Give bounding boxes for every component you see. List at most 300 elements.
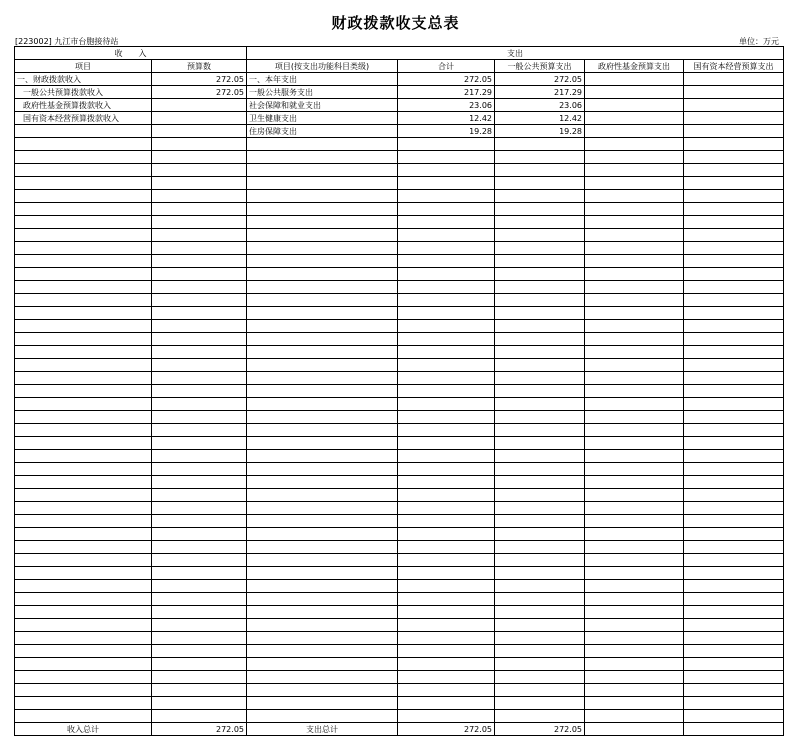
expense-total-cell [398,164,495,177]
expense-state-capital-cell [684,645,784,658]
col-header-total: 合计 [398,60,495,73]
expense-total-cell [398,632,495,645]
table-row [15,268,784,281]
expense-state-capital-cell [684,515,784,528]
expense-general-cell [495,307,585,320]
income-amount-cell [152,684,247,697]
expense-state-capital-cell [684,99,784,112]
expense-gov-fund-cell [585,593,684,606]
expense-item-cell [247,203,398,216]
expense-item-cell [247,437,398,450]
expense-total-cell [398,151,495,164]
expense-state-capital-cell [684,190,784,203]
expense-total-cell [398,229,495,242]
totals-row [15,723,784,736]
income-item-cell [15,398,152,411]
expense-gov-fund-cell [585,372,684,385]
expense-gov-fund-cell [585,411,684,424]
table-row [15,359,784,372]
table-row [15,437,784,450]
header-group-row [15,47,784,60]
expense-gov-fund-cell [585,281,684,294]
expense-total-cell [398,398,495,411]
expense-item-cell [247,268,398,281]
expense-item-cell [247,450,398,463]
expense-gov-fund-cell [585,632,684,645]
income-amount-cell [152,268,247,281]
expense-general-cell [495,398,585,411]
expense-item-cell [247,281,398,294]
expense-total-cell [398,567,495,580]
expense-gov-fund-cell [585,580,684,593]
expense-general-cell [495,476,585,489]
expense-item-cell [247,177,398,190]
income-item-cell [15,372,152,385]
income-amount-cell [152,515,247,528]
expense-gov-fund-cell [585,385,684,398]
table-row [15,86,784,99]
expense-state-capital-cell [684,697,784,710]
expense-general-cell [495,333,585,346]
expense-total-cell [398,593,495,606]
header-column-row [15,60,784,73]
expense-total-cell [398,684,495,697]
expense-total-cell [398,515,495,528]
expense-total-cell [398,411,495,424]
table-row [15,632,784,645]
expense-item-cell [247,710,398,723]
expense-gov-fund-cell [585,554,684,567]
expense-gov-fund-cell [585,645,684,658]
income-item-cell: 政府性基金预算拨款收入 [15,99,152,112]
expense-total-cell [398,671,495,684]
expense-total-cell: 272.05 [398,73,495,86]
expense-item-cell [247,463,398,476]
expense-general-cell [495,671,585,684]
expense-gov-fund-cell [585,99,684,112]
expense-total-cell [398,320,495,333]
income-item-cell [15,411,152,424]
income-item-cell [15,138,152,151]
expense-gov-fund-cell [585,190,684,203]
expense-item-cell [247,216,398,229]
table-row [15,385,784,398]
income-amount-cell [152,164,247,177]
expense-total-cell [398,359,495,372]
expense-state-capital-cell [684,268,784,281]
income-amount-cell [152,671,247,684]
expense-item-cell: 住房保障支出 [247,125,398,138]
expense-state-capital-cell [684,567,784,580]
expense-item-cell [247,619,398,632]
expense-gov-fund-cell [585,138,684,151]
table-row [15,424,784,437]
income-amount-cell [152,645,247,658]
expense-general-cell: 12.42 [495,112,585,125]
expense-total-cell [398,658,495,671]
expense-gov-fund-cell [585,476,684,489]
income-item-cell [15,216,152,229]
expense-gov-fund-cell [585,112,684,125]
expense-state-capital-cell [684,502,784,515]
table-row [15,99,784,112]
table-row [15,177,784,190]
expense-state-capital-cell [684,450,784,463]
table-row [15,138,784,151]
expense-item-cell [247,294,398,307]
expense-general-cell [495,580,585,593]
table-row [15,697,784,710]
income-item-cell [15,671,152,684]
expense-total-cell: 19.28 [398,125,495,138]
expense-item-cell [247,645,398,658]
table-row [15,164,784,177]
expense-item-cell: 一、本年支出 [247,73,398,86]
income-amount-cell [152,177,247,190]
income-item-cell [15,684,152,697]
col-header-exp-item: 项目(按支出功能科目类级) [247,60,398,73]
expense-state-capital-cell [684,177,784,190]
table-row [15,593,784,606]
expense-state-capital-cell [684,658,784,671]
expense-general-cell [495,385,585,398]
income-amount-cell [152,359,247,372]
expense-state-capital-cell [684,203,784,216]
expense-state-capital-cell [684,242,784,255]
expense-state-capital-cell [684,125,784,138]
expense-general-cell [495,216,585,229]
expense-general-total: 272.05 [495,723,585,736]
expense-gov-fund-cell [585,229,684,242]
expense-general-cell [495,632,585,645]
income-amount-cell [152,710,247,723]
table-row [15,333,784,346]
expense-item-cell [247,658,398,671]
expense-state-capital-cell [684,372,784,385]
income-amount-cell [152,190,247,203]
income-item-cell [15,190,152,203]
expense-total-cell [398,541,495,554]
expense-total-cell: 217.29 [398,86,495,99]
table-row [15,307,784,320]
expense-total-cell [398,619,495,632]
expense-total-cell [398,645,495,658]
expense-gov-fund-cell [585,710,684,723]
expense-general-cell [495,437,585,450]
table-row [15,554,784,567]
expense-item-cell [247,502,398,515]
expense-gov-fund-cell [585,463,684,476]
expense-state-capital-cell [684,294,784,307]
col-header-budget: 预算数 [152,60,247,73]
expense-state-capital-cell [684,164,784,177]
expense-general-cell [495,502,585,515]
expense-total-cell [398,216,495,229]
income-item-cell [15,710,152,723]
table-row [15,528,784,541]
unit-name: 九江市台胞接待站 [54,37,119,46]
income-amount-cell [152,502,247,515]
expense-total-cell [398,463,495,476]
table-row [15,619,784,632]
expense-general-cell: 217.29 [495,86,585,99]
income-amount-cell [152,580,247,593]
expense-total-cell [398,203,495,216]
income-item-cell [15,359,152,372]
unit-label: 单位：万元 [739,37,779,46]
expense-state-capital-cell [684,476,784,489]
expense-general-cell [495,567,585,580]
income-amount-cell [152,619,247,632]
expense-general-cell: 23.06 [495,99,585,112]
table-row [15,255,784,268]
income-amount-cell [152,697,247,710]
income-amount-cell [152,450,247,463]
expense-item-cell [247,320,398,333]
expense-general-cell [495,138,585,151]
expense-total-cell [398,190,495,203]
expense-general-cell [495,593,585,606]
expense-state-capital-cell [684,684,784,697]
expense-state-capital-cell [684,255,784,268]
income-item-cell [15,645,152,658]
expense-total-cell [398,385,495,398]
expense-general-cell [495,242,585,255]
expense-state-capital-cell [684,710,784,723]
income-item-cell [15,489,152,502]
expense-item-cell [247,307,398,320]
income-amount-cell [152,320,247,333]
income-item-cell [15,229,152,242]
income-item-cell [15,567,152,580]
expense-total-cell [398,255,495,268]
expense-general-cell [495,450,585,463]
expense-state-capital-cell [684,333,784,346]
expense-item-cell [247,580,398,593]
expense-item-cell [247,346,398,359]
income-item-cell [15,346,152,359]
income-item-cell [15,450,152,463]
expense-gov-fund-cell [585,671,684,684]
expense-total-cell [398,489,495,502]
income-item-cell [15,333,152,346]
income-amount-cell [152,229,247,242]
expense-gov-fund-cell [585,216,684,229]
expense-total-cell [398,697,495,710]
income-item-cell [15,593,152,606]
income-amount-cell [152,203,247,216]
expense-general-cell [495,164,585,177]
expense-state-capital-cell [684,489,784,502]
expense-state-capital-cell [684,671,784,684]
expense-state-capital-cell [684,86,784,99]
income-item-cell [15,515,152,528]
table-row [15,294,784,307]
expense-total-cell [398,554,495,567]
expense-item-cell [247,359,398,372]
expense-total-cell [398,333,495,346]
expense-general-cell [495,463,585,476]
expense-gov-fund-cell [585,528,684,541]
income-item-cell [15,554,152,567]
col-header-general: 一般公共预算支出 [495,60,585,73]
income-amount-cell [152,424,247,437]
table-row [15,541,784,554]
expense-item-cell [247,554,398,567]
income-amount-cell [152,554,247,567]
income-amount-cell [152,632,247,645]
expense-state-capital-total [684,723,784,736]
expense-general-cell [495,528,585,541]
income-item-cell [15,658,152,671]
table-row [15,658,784,671]
table-row [15,489,784,502]
expense-gov-fund-cell [585,255,684,268]
table-row [15,346,784,359]
expense-general-cell [495,541,585,554]
col-header-state-capital: 国有资本经营预算支出 [684,60,784,73]
expense-state-capital-cell [684,320,784,333]
expense-state-capital-cell [684,437,784,450]
expense-total-cell [398,242,495,255]
expense-state-capital-cell [684,554,784,567]
expense-state-capital-cell [684,281,784,294]
expense-general-cell [495,346,585,359]
expense-total-cell [398,268,495,281]
expense-item-cell [247,398,398,411]
expense-gov-fund-cell [585,541,684,554]
report-title: 财政拨款收支总表 [331,14,460,32]
expense-item-cell: 卫生健康支出 [247,112,398,125]
table-row [15,73,784,86]
expense-total-cell [398,372,495,385]
expense-general-cell [495,411,585,424]
expense-state-capital-cell [684,307,784,320]
income-item-cell [15,385,152,398]
col-header-gov-fund: 政府性基金预算支出 [585,60,684,73]
expense-gov-fund-cell [585,346,684,359]
expense-general-cell [495,710,585,723]
expense-total-cell [398,606,495,619]
income-amount-cell [152,437,247,450]
income-item-cell [15,164,152,177]
table-row [15,320,784,333]
expense-general-cell [495,619,585,632]
expense-general-cell [495,424,585,437]
table-row [15,684,784,697]
income-amount-cell [152,476,247,489]
expense-state-capital-cell [684,151,784,164]
expense-total-cell [398,710,495,723]
expense-state-capital-cell [684,138,784,151]
income-item-cell [15,268,152,281]
income-item-cell: 一般公共预算拨款收入 [15,86,152,99]
income-item-cell [15,580,152,593]
table-row [15,671,784,684]
expense-gov-fund-cell [585,307,684,320]
expense-gov-fund-cell [585,242,684,255]
income-amount-cell [152,294,247,307]
expense-general-cell [495,606,585,619]
expense-gov-fund-cell [585,359,684,372]
expense-state-capital-cell [684,385,784,398]
income-item-cell [15,125,152,138]
table-row [15,476,784,489]
income-item-cell [15,255,152,268]
income-amount-cell [152,346,247,359]
expense-gov-fund-cell [585,320,684,333]
expense-state-capital-cell [684,216,784,229]
expense-gov-fund-cell [585,424,684,437]
income-item-cell: 国有资本经营预算拨款收入 [15,112,152,125]
table-row [15,580,784,593]
expense-gov-fund-total [585,723,684,736]
table-row [15,281,784,294]
expense-item-cell [247,190,398,203]
income-item-cell [15,151,152,164]
expense-general-cell [495,151,585,164]
expense-item-cell [247,684,398,697]
expense-general-cell [495,190,585,203]
expense-item-cell [247,138,398,151]
income-item-cell [15,203,152,216]
income-amount-cell [152,151,247,164]
table-row [15,710,784,723]
expense-general-cell [495,177,585,190]
income-amount-cell [152,112,247,125]
expense-item-cell [247,671,398,684]
table-row [15,606,784,619]
expense-gov-fund-cell [585,86,684,99]
expense-general-cell [495,658,585,671]
expense-state-capital-cell [684,619,784,632]
table-row [15,125,784,138]
income-amount-cell [152,242,247,255]
income-item-cell [15,242,152,255]
expense-item-cell [247,567,398,580]
expense-item-cell [247,424,398,437]
income-amount-cell [152,411,247,424]
income-item-cell [15,476,152,489]
expense-item-cell [247,515,398,528]
expense-total-cell [398,346,495,359]
expense-gov-fund-cell [585,437,684,450]
income-amount-cell [152,489,247,502]
income-item-cell [15,463,152,476]
income-amount-cell: 272.05 [152,86,247,99]
expense-gov-fund-cell [585,268,684,281]
expense-state-capital-cell [684,229,784,242]
expense-total-cell [398,528,495,541]
income-amount-cell [152,463,247,476]
expense-general-cell [495,255,585,268]
expense-total-cell: 12.42 [398,112,495,125]
income-amount-cell [152,541,247,554]
expense-total-cell [398,450,495,463]
expense-item-cell [247,489,398,502]
income-amount-cell [152,593,247,606]
expense-state-capital-cell [684,73,784,86]
expense-item-cell [247,385,398,398]
table-row [15,515,784,528]
expense-gov-fund-cell [585,177,684,190]
expense-item-cell [247,242,398,255]
expense-general-cell [495,359,585,372]
expense-item-cell [247,333,398,346]
expense-gov-fund-cell [585,333,684,346]
income-item-cell [15,294,152,307]
expense-total-cell [398,294,495,307]
